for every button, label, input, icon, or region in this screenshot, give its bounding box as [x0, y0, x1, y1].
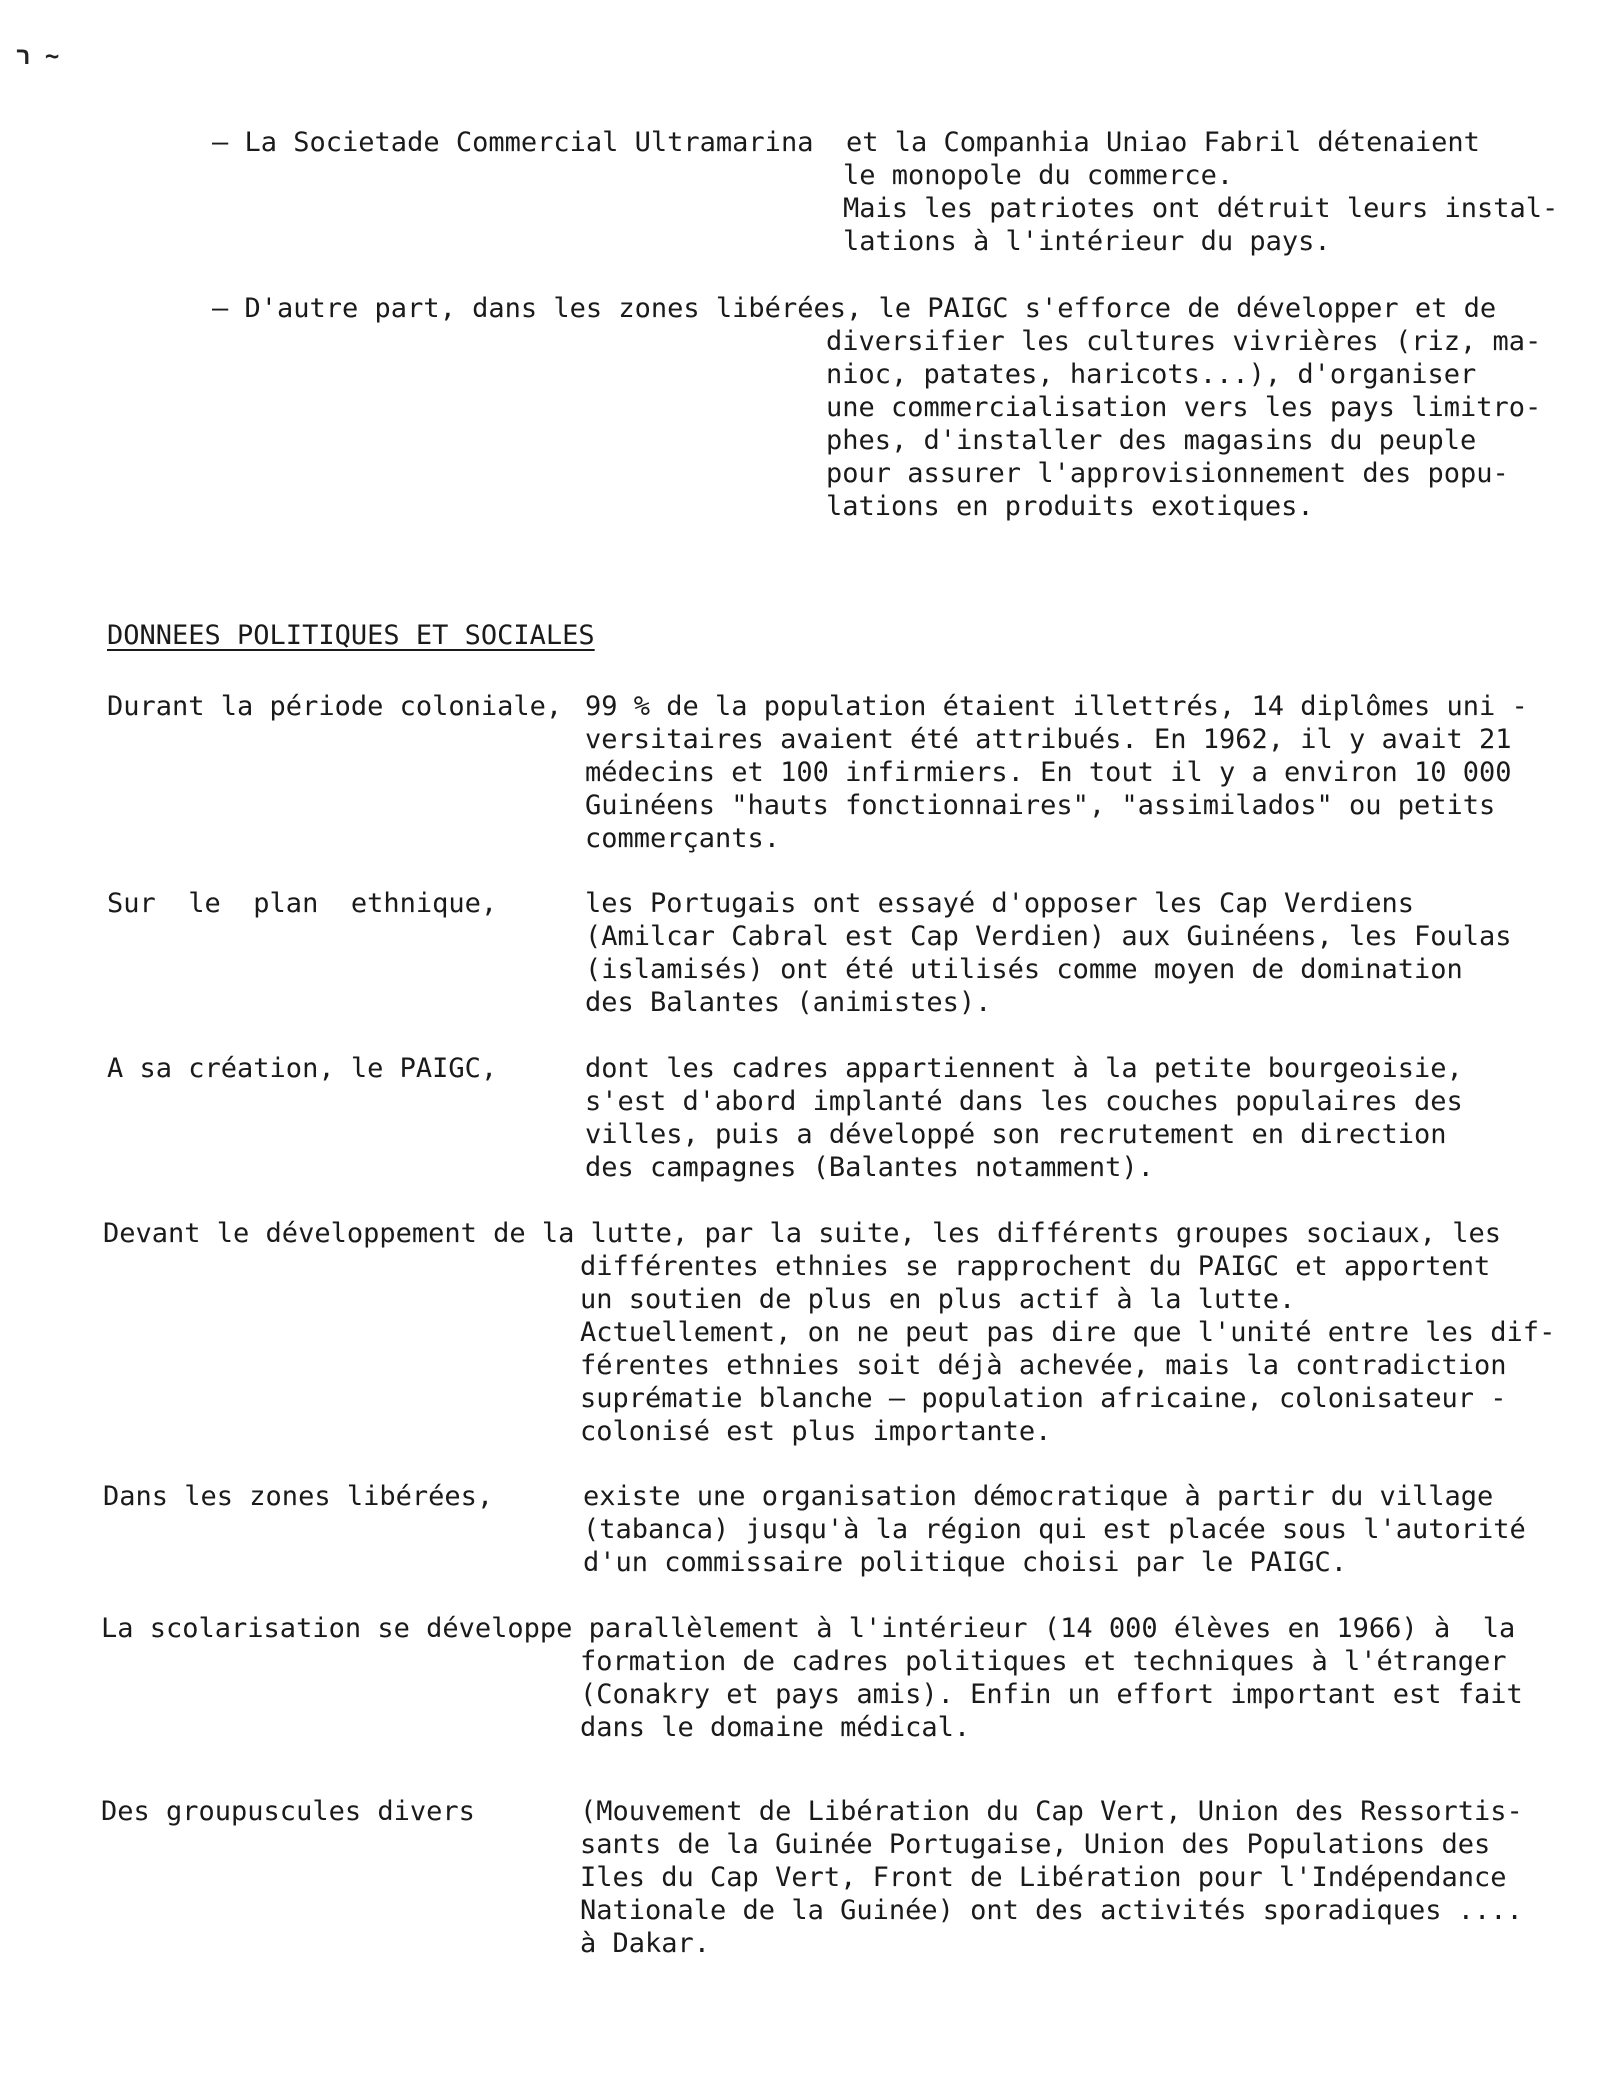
bullet-2-lead: – D'autre part, dans les zones libérées, le PAIGC s'efforce de développer et de: [212, 293, 1497, 324]
para-5-line-3: d'un commissaire politique choisi par le PAIGC.: [583, 1547, 1348, 1578]
para-3-line-2: s'est d'abord implanté dans les couches populaires des: [585, 1086, 1463, 1117]
para-7-label: Des groupuscules divers: [101, 1796, 475, 1827]
para-4-line-2: un soutien de plus en plus actif à la lutte.: [580, 1284, 1296, 1315]
para-2-label: Sur le plan ethnique,: [107, 888, 498, 919]
para-6-line-2: (Conakry et pays amis). Enfin un effort important est fait: [580, 1679, 1523, 1710]
bullet-1-line-1: le monopole du commerce.: [843, 160, 1234, 191]
para-3-label: A sa création, le PAIGC,: [107, 1053, 498, 1084]
para-2-line-2: (Amilcar Cabral est Cap Verdien) aux Guinéens, les Foulas: [585, 921, 1512, 952]
para-6-line-1: formation de cadres politiques et techniques à l'étranger: [580, 1646, 1507, 1677]
para-4-line-3: Actuellement, on ne peut pas dire que l'unité entre les dif-: [580, 1317, 1556, 1348]
para-4-label: Devant le développement de la lutte, par la suite, les différents groupes sociaux, les: [103, 1218, 1501, 1249]
para-6-label: La scolarisation se développe parallèlement à l'intérieur (14 000 élèves en 1966) à la: [101, 1613, 1516, 1644]
para-7-line-2: sants de la Guinée Portugaise, Union des Populations des: [580, 1829, 1491, 1860]
para-3-line-1: dont les cadres appartiennent à la petite bourgeoisie,: [585, 1053, 1463, 1084]
corner-mark: ﬧ ~: [16, 42, 60, 70]
para-1-label: Durant la période coloniale,: [107, 691, 563, 722]
para-4-line-6: colonisé est plus importante.: [580, 1416, 1052, 1447]
section-heading: DONNEES POLITIQUES ET SOCIALES: [107, 620, 595, 651]
bullet-2-line-4: phes, d'installer des magasins du peuple: [826, 425, 1477, 456]
bullet-1-line-2: Mais les patriotes ont détruit leurs instal-: [843, 193, 1559, 224]
para-5-line-2: (tabanca) jusqu'à la région qui est placée sous l'autorité: [583, 1514, 1526, 1545]
para-5-label: Dans les zones libérées,: [103, 1481, 494, 1512]
para-1-line-5: commerçants.: [585, 823, 781, 854]
para-3-line-3: villes, puis a développé son recrutement en direction: [585, 1119, 1447, 1150]
bullet-2-line-2: nioc, patates, haricots...), d'organiser: [826, 359, 1477, 390]
bullet-1-line-3: lations à l'intérieur du pays.: [843, 226, 1331, 257]
para-7-line-3: Iles du Cap Vert, Front de Libération pour l'Indépendance: [580, 1862, 1507, 1893]
bullet-2-line-5: pour assurer l'approvisionnement des popu-: [826, 458, 1509, 489]
para-2-line-3: (islamisés) ont été utilisés comme moyen de domination: [585, 954, 1463, 985]
para-4-line-5: suprématie blanche – population africaine, colonisateur -: [580, 1383, 1507, 1414]
para-6-line-3: dans le domaine médical.: [580, 1712, 971, 1743]
para-1-line-3: médecins et 100 infirmiers. En tout il y a environ 10 000: [585, 757, 1512, 788]
bullet-2-line-6: lations en produits exotiques.: [826, 491, 1314, 522]
para-1-line-1: 99 % de la population étaient illettrés, 14 diplômes uni -: [585, 691, 1528, 722]
para-3-line-4: des campagnes (Balantes notamment).: [585, 1152, 1154, 1183]
para-5-line-1: existe une organisation démocratique à partir du village: [583, 1481, 1494, 1512]
para-1-line-4: Guinéens "hauts fonctionnaires", "assimilados" ou petits: [585, 790, 1496, 821]
para-7-line-1: (Mouvement de Libération du Cap Vert, Union des Ressortis-: [580, 1796, 1523, 1827]
bullet-2-line-1: diversifier les cultures vivrières (riz, ma-: [826, 326, 1542, 357]
para-4-line-4: férentes ethnies soit déjà achevée, mais la contradiction: [580, 1350, 1507, 1381]
bullet-2-line-3: une commercialisation vers les pays limitro-: [826, 392, 1542, 423]
para-7-line-5: à Dakar.: [580, 1928, 711, 1959]
para-2-line-1: les Portugais ont essayé d'opposer les Cap Verdiens: [585, 888, 1415, 919]
para-2-line-4: des Balantes (animistes).: [585, 987, 992, 1018]
para-4-line-1: différentes ethnies se rapprochent du PAIGC et apportent: [580, 1251, 1491, 1282]
para-1-line-2: versitaires avaient été attribués. En 1962, il y avait 21: [585, 724, 1512, 755]
bullet-1-lead: – La Societade Commercial Ultramarina et la Companhia Uniao Fabril détenaient: [212, 127, 1480, 158]
para-7-line-4: Nationale de la Guinée) ont des activités sporadiques ....: [580, 1895, 1523, 1926]
